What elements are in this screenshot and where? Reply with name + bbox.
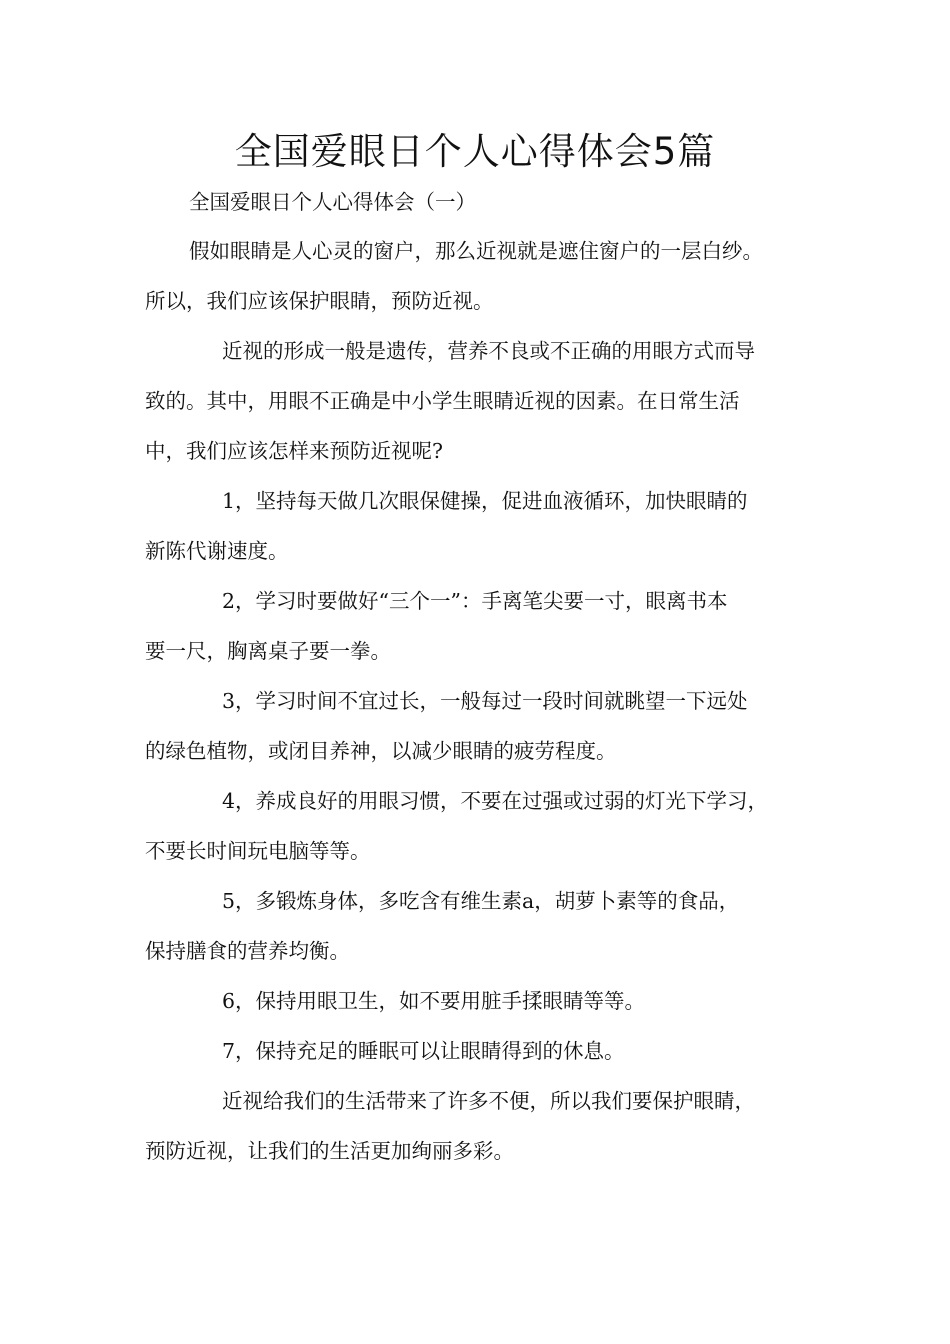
list-item-line: 5，多锻炼身体，多吃含有维生素a，胡萝卜素等的食品， bbox=[222, 889, 740, 913]
list-item-line: 的绿色植物，或闭目养神，以减少眼睛的疲劳程度。 bbox=[145, 739, 617, 763]
list-item-line: 新陈代谢速度。 bbox=[145, 539, 289, 563]
list-item-line: 要一尺，胸离桌子要一拳。 bbox=[145, 639, 391, 663]
list-item-line: 2，学习时要做好“三个一”：手离笔尖要一寸，眼离书本 bbox=[222, 589, 728, 613]
section-subtitle: 全国爱眼日个人心得体会（一） bbox=[189, 190, 476, 214]
paragraph-line: 近视的形成一般是遗传，营养不良或不正确的用眼方式而导 bbox=[222, 339, 755, 363]
list-item-line: 4，养成良好的用眼习惯，不要在过强或过弱的灯光下学习， bbox=[222, 789, 769, 813]
list-item-line: 保持膳食的营养均衡。 bbox=[145, 939, 350, 963]
list-item-line: 1，坚持每天做几次眼保健操，促进血液循环，加快眼睛的 bbox=[222, 489, 748, 513]
list-item-line: 6，保持用眼卫生，如不要用脏手揉眼睛等等。 bbox=[222, 989, 646, 1013]
list-item-line: 3，学习时间不宜过长，一般每过一段时间就眺望一下远处 bbox=[222, 689, 748, 713]
list-item-line: 不要长时间玩电脑等等。 bbox=[145, 839, 371, 863]
paragraph-line: 致的。其中，用眼不正确是中小学生眼睛近视的因素。在日常生活 bbox=[145, 389, 740, 413]
paragraph-line: 近视给我们的生活带来了许多不便，所以我们要保护眼睛， bbox=[222, 1089, 755, 1113]
paragraph-line: 中，我们应该怎样来预防近视呢? bbox=[145, 439, 443, 463]
list-item-line: 7，保持充足的睡眠可以让眼睛得到的休息。 bbox=[222, 1039, 625, 1063]
document-title: 全国爱眼日个人心得体会5篇 bbox=[234, 130, 716, 173]
paragraph-line: 假如眼睛是人心灵的窗户，那么近视就是遮住窗户的一层白纱。 bbox=[189, 239, 763, 263]
paragraph-line: 预防近视，让我们的生活更加绚丽多彩。 bbox=[145, 1139, 514, 1163]
paragraph-line: 所以，我们应该保护眼睛，预防近视。 bbox=[145, 289, 494, 313]
